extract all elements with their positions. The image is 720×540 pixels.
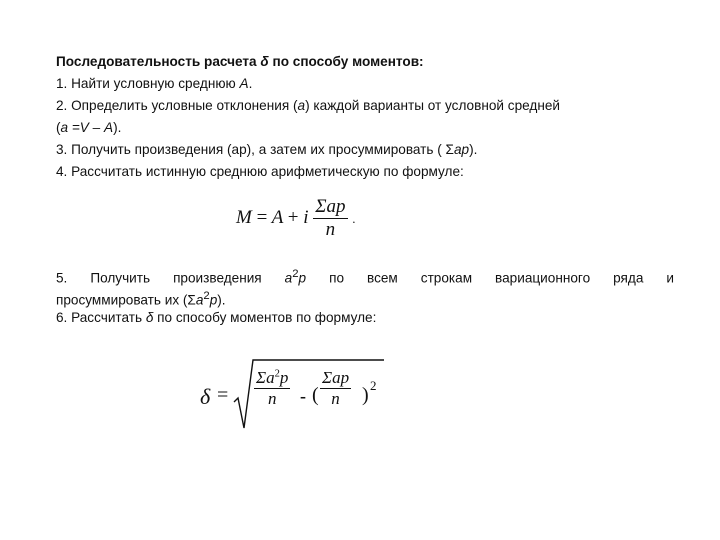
step-1-var: А (239, 76, 249, 91)
heading-text: Последовательность расчета (56, 54, 261, 69)
heading-text-end: по способу моментов: (268, 54, 424, 69)
step-5-var: а (284, 270, 293, 286)
f1-denominator: n (313, 218, 347, 241)
step-5b-var2: р (209, 292, 218, 308)
step-2b-post: ). (113, 120, 122, 135)
f2-den2: n (320, 388, 351, 409)
step-5b-end: ). (217, 292, 226, 308)
heading (56, 52, 424, 72)
f2-fraction-2 (320, 368, 351, 409)
step-5b-sup: 2 (203, 290, 210, 302)
f2-rparen: ) (362, 384, 369, 406)
f2-lparen: ( (312, 384, 319, 406)
delta-symbol: δ (260, 54, 269, 69)
step-1-text: 1. Найти условную среднюю (56, 76, 240, 91)
f1-eq: = (256, 206, 268, 228)
step-2-var: а (297, 98, 306, 113)
mean-formula (236, 196, 356, 241)
f1-numerator: Σap (315, 196, 346, 217)
f2-num1-p: p (279, 368, 289, 387)
step-3 (56, 140, 477, 160)
step-5-var2: р (298, 270, 307, 286)
step-5b-pre: просуммировать их (Σ (56, 292, 196, 308)
step-3-end: ). (469, 142, 478, 157)
step-2-cont (56, 118, 121, 138)
step-6 (56, 308, 376, 328)
step-2-text: 2. Определить условные отклонения ( (56, 98, 298, 113)
f1-fraction (313, 196, 347, 241)
step-5-post: по всем строкам вариационного ряда и (306, 270, 674, 286)
step-6-pre: 6. Рассчитать (56, 310, 146, 325)
f1-a: A (271, 206, 283, 228)
f1-dot: . (352, 210, 356, 226)
step-6-post: по способу моментов по формуле: (153, 310, 377, 325)
step-5 (56, 264, 674, 289)
f1-i: i (303, 206, 309, 228)
step-2b-expr: а =V – А (60, 120, 114, 135)
f2-eq: = (217, 384, 229, 406)
step-2-end: ) каждой варианты от условной средней (305, 98, 560, 113)
step-5-sup: 2 (292, 268, 299, 280)
step-5-pre: 5. Получить произведения (56, 270, 285, 286)
step-5-cont (56, 286, 226, 311)
f2-fraction-1 (254, 368, 290, 409)
delta-formula (200, 356, 390, 436)
step-6-delta: δ (145, 310, 154, 325)
step-4 (56, 162, 464, 182)
f2-lhs: δ (200, 384, 211, 409)
f2-power: 2 (370, 378, 377, 393)
f1-plus: + (287, 206, 299, 228)
f2-num1 (254, 368, 290, 388)
step-1-end: . (248, 76, 253, 91)
f2-minus: - (300, 386, 306, 406)
step-3-text: 3. Получить произведения (ар), а затем их просуммировать ( Σ (56, 142, 454, 157)
f1-lhs: M (236, 206, 252, 228)
f2-den1: n (254, 388, 290, 409)
step-5b-var: а (195, 292, 204, 308)
step-1 (56, 74, 252, 94)
f2-num1-sup: 2 (274, 368, 280, 380)
step-2b-pre: ( (56, 120, 61, 135)
f2-num1-text: Σa (256, 368, 275, 387)
f2-num2: Σap (322, 368, 350, 387)
step-2 (56, 96, 560, 116)
step-4-text: 4. Рассчитать истинную среднюю арифметическую по формуле: (56, 164, 464, 179)
step-3-var: ар (453, 142, 470, 157)
